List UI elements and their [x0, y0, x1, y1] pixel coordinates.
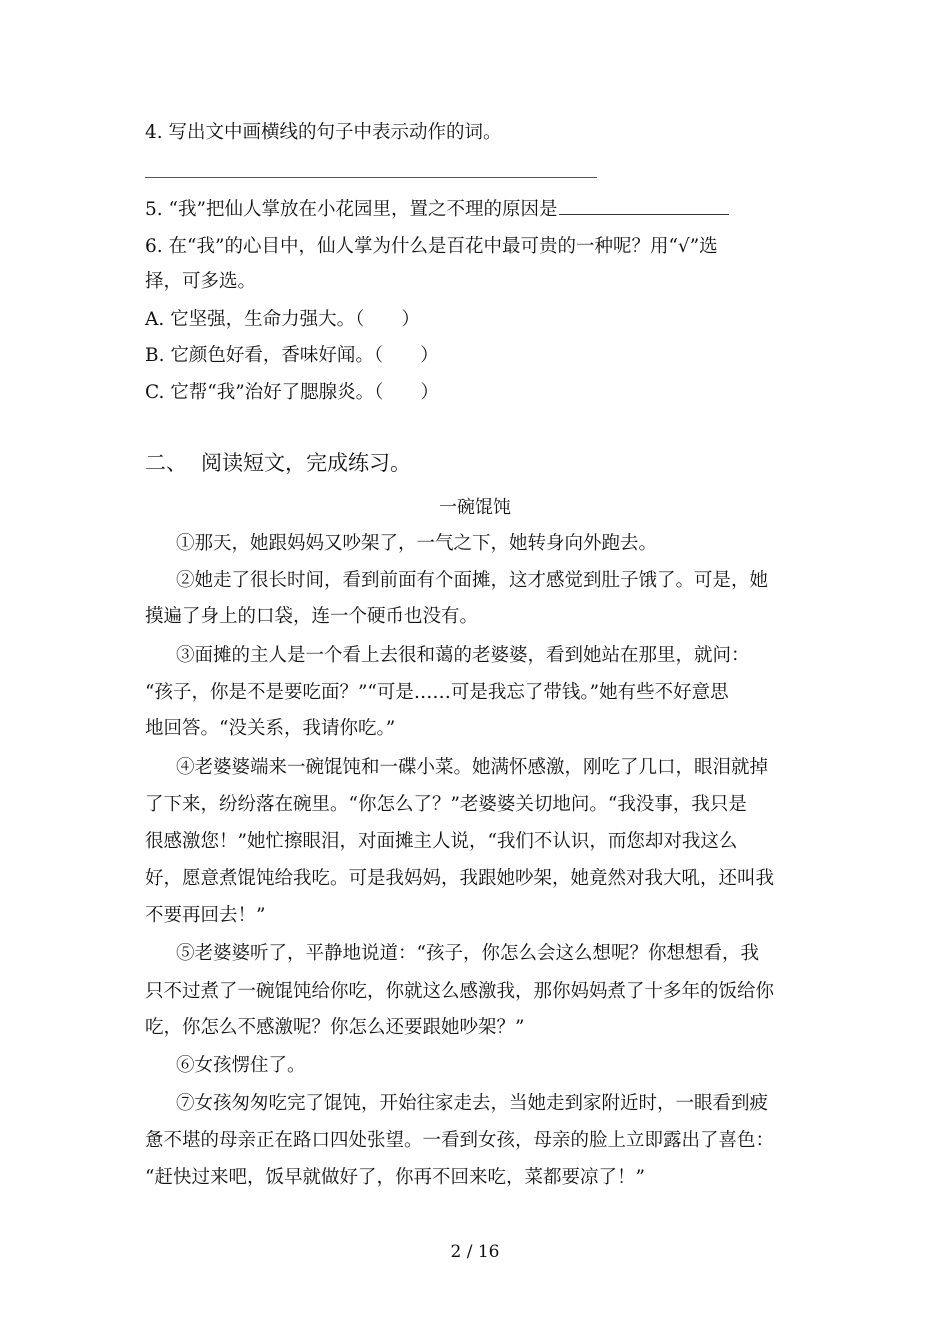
article-line: 不要再回去！”: [145, 905, 266, 926]
question-5: [145, 196, 805, 222]
answer-blank-q5: [559, 196, 729, 215]
question-6-line-1: 6. 在“我”的心目中，仙人掌为什么是百花中最可贵的一种呢？用“√”选: [145, 236, 718, 257]
article-line: 吃，你怎么不感激呢？你怎么还要跟她吵架？”: [145, 1017, 525, 1038]
article-line: 很感激您！”她忙擦眼泪，对面摊主人说，“我们不认识，而您却对我这么: [145, 831, 738, 852]
article-line: ①那天，她跟妈妈又吵架了，一气之下，她转身向外跑去。: [176, 533, 658, 554]
question-6-line-2: 择，可多选。: [145, 271, 257, 292]
page-number: 2 / 16: [450, 1242, 500, 1262]
article-line: ⑤老婆婆听了，平静地说道：“孩子，你怎么会这么想呢？你想想看，我: [176, 943, 759, 964]
article-line: 只不过煮了一碗馄饨给你吃，你就这么感激我，那你妈妈煮了十多年的饭给你: [145, 981, 775, 1002]
section-title: 阅读短文，完成练习。: [201, 451, 411, 475]
question-4: 4. 写出文中画横线的句子中表示动作的词。: [145, 122, 502, 143]
article-title: 一碗馄饨: [439, 497, 511, 518]
option-c: C. 它帮“我”治好了腮腺炎。（ ）: [145, 382, 439, 403]
section-number: 二、: [145, 451, 187, 475]
article-line: 地回答。“没关系，我请你吃。”: [145, 718, 396, 739]
article-line: 惫不堪的母亲正在路口四处张望。一看到女孩，母亲的脸上立即露出了喜色：: [145, 1130, 775, 1151]
answer-line-q4: [145, 177, 597, 178]
article-line: 摸遍了身上的口袋，连一个硬币也没有。: [145, 606, 479, 627]
article-line: 了下来，纷纷落在碗里。“你怎么了？”老婆婆关切地问。“我没事，我只是: [145, 794, 747, 815]
article-line: ③面摊的主人是一个看上去很和蔼的老婆婆，看到她站在那里，就问：: [176, 645, 750, 666]
question-5-text: 5. “我”把仙人掌放在小花园里，置之不理的原因是: [145, 199, 558, 220]
article-line: “孩子，你是不是要吃面？”“可是……可是我忘了带钱。”她有些不好意思: [145, 682, 729, 703]
article-line: ⑦女孩匆匆吃完了馄饨，开始往家走去，当她走到家附近时，一眼看到疲: [176, 1093, 769, 1114]
article-line: 好，愿意煮馄饨给我吃。可是我妈妈，我跟她吵架，她竟然对我大吼，还叫我: [145, 868, 775, 889]
article-line: “赶快过来吧，饭早就做好了，你再不回来吃，菜都要凉了！”: [145, 1167, 645, 1188]
option-b: B. 它颜色好看，香味好闻。（ ）: [145, 345, 439, 366]
article-line: ②她走了很长时间，看到前面有个面摊，这才感觉到肚子饿了。可是，她: [176, 570, 769, 591]
article-line: ④老婆婆端来一碗馄饨和一碟小菜。她满怀感激，刚吃了几口，眼泪就掉: [176, 757, 769, 778]
article-line: ⑥女孩愣住了。: [176, 1055, 306, 1076]
option-a: A. 它坚强，生命力强大。（ ）: [145, 309, 420, 330]
section-heading: [145, 449, 411, 477]
